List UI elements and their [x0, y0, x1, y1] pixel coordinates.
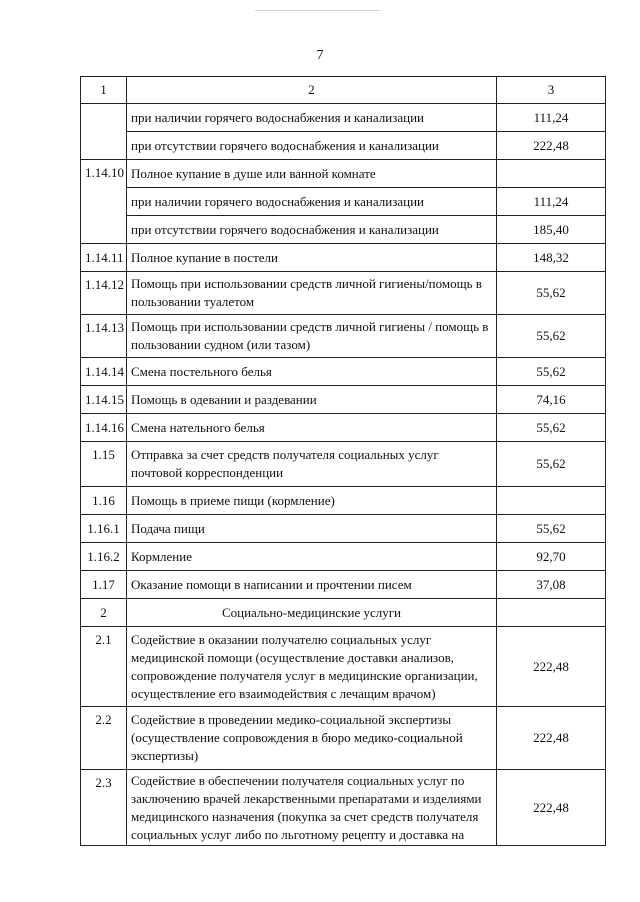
table-row	[81, 104, 606, 132]
row-value: 55,62	[497, 515, 606, 543]
table-row	[81, 627, 606, 707]
row-text: при отсутствии горячего водоснабжения и канализации	[127, 132, 497, 160]
row-value: 74,16	[497, 386, 606, 414]
row-number	[81, 104, 127, 160]
row-number: 2.3	[81, 770, 127, 846]
row-value	[497, 160, 606, 188]
row-text: Помощь в приеме пищи (кормление)	[127, 487, 497, 515]
table-row	[81, 216, 606, 244]
row-value: 55,62	[497, 272, 606, 315]
row-number: 1.16.2	[81, 543, 127, 571]
table-row	[81, 571, 606, 599]
row-value: 185,40	[497, 216, 606, 244]
row-value: 222,48	[497, 132, 606, 160]
row-text: Оказание помощи в написании и прочтении писем	[127, 571, 497, 599]
row-number: 1.14.13	[81, 315, 127, 358]
row-number: 1.15	[81, 442, 127, 487]
row-value: 37,08	[497, 571, 606, 599]
table-row	[81, 515, 606, 543]
table-row	[81, 315, 606, 358]
row-text: Отправка за счет средств получателя социальных услуг почтовой корреспонденции	[127, 442, 497, 487]
row-number: 1.14.16	[81, 414, 127, 442]
row-value: 222,48	[497, 627, 606, 707]
row-value: 55,62	[497, 414, 606, 442]
row-value: 148,32	[497, 244, 606, 272]
row-number: 1.14.11	[81, 244, 127, 272]
row-text: при наличии горячего водоснабжения и канализации	[127, 104, 497, 132]
table-row	[81, 160, 606, 188]
table-row	[81, 358, 606, 386]
page-number: 7	[316, 48, 324, 63]
row-number: 1.17	[81, 571, 127, 599]
table-row	[81, 487, 606, 515]
row-text: Кормление	[127, 543, 497, 571]
row-value: 55,62	[497, 442, 606, 487]
row-number: 2.1	[81, 627, 127, 707]
row-number: 1.14.10	[81, 160, 127, 244]
row-text: Подача пищи	[127, 515, 497, 543]
row-number: 1.14.14	[81, 358, 127, 386]
table-row	[81, 442, 606, 487]
table-row	[81, 543, 606, 571]
section-number: 2	[81, 599, 127, 627]
table-header-row	[81, 77, 606, 104]
table-row	[81, 414, 606, 442]
table-row	[81, 386, 606, 414]
row-value: 55,62	[497, 315, 606, 358]
row-text: Помощь при использовании средств личной гигиены/помощь в пользовании туалетом	[127, 272, 497, 315]
top-rule	[255, 10, 380, 11]
row-text: Содействие в оказании получателю социальных услуг медицинской помощи (осуществление доставки анализов, сопровождение получателя услуг в медицинские организации, осуществление его взаимодействия с лечащим врачом)	[127, 627, 497, 707]
tariff-table	[80, 76, 606, 846]
row-value: 111,24	[497, 104, 606, 132]
row-text: при наличии горячего водоснабжения и канализации	[127, 188, 497, 216]
table-row	[81, 272, 606, 315]
row-value	[497, 599, 606, 627]
row-number: 1.16	[81, 487, 127, 515]
section-title: Социально-медицинские услуги	[127, 599, 497, 627]
table-row	[81, 188, 606, 216]
row-text: при отсутствии горячего водоснабжения и канализации	[127, 216, 497, 244]
row-text: Полное купание в постели	[127, 244, 497, 272]
row-text: Помощь при использовании средств личной гигиены / помощь в пользовании судном (или тазом)	[127, 315, 497, 358]
header-col-2: 2	[127, 77, 497, 104]
row-number: 1.16.1	[81, 515, 127, 543]
section-row	[81, 599, 606, 627]
row-text: Полное купание в душе или ванной комнате	[127, 160, 497, 188]
row-text: Содействие в обеспечении получателя социальных услуг по заключению врачей лекарственными препаратами и изделиями медицинского назначения (покупка за счет средств получателя социальных услуг либо по льготному рецепту и доставка на	[127, 770, 497, 846]
row-value	[497, 487, 606, 515]
row-number: 2.2	[81, 707, 127, 770]
row-number: 1.14.15	[81, 386, 127, 414]
row-value: 92,70	[497, 543, 606, 571]
table-row	[81, 707, 606, 770]
table-row	[81, 770, 606, 846]
row-text: Помощь в одевании и раздевании	[127, 386, 497, 414]
row-value: 111,24	[497, 188, 606, 216]
row-text: Смена постельного белья	[127, 358, 497, 386]
header-col-3: 3	[497, 77, 606, 104]
header-col-1: 1	[81, 77, 127, 104]
row-number: 1.14.12	[81, 272, 127, 315]
row-text: Смена нательного белья	[127, 414, 497, 442]
table-row	[81, 244, 606, 272]
row-value: 222,48	[497, 770, 606, 846]
table-row	[81, 132, 606, 160]
row-value: 55,62	[497, 358, 606, 386]
row-text: Содействие в проведении медико-социальной экспертизы (осуществление сопровождения в бюро медико-социальной экспертизы)	[127, 707, 497, 770]
row-value: 222,48	[497, 707, 606, 770]
